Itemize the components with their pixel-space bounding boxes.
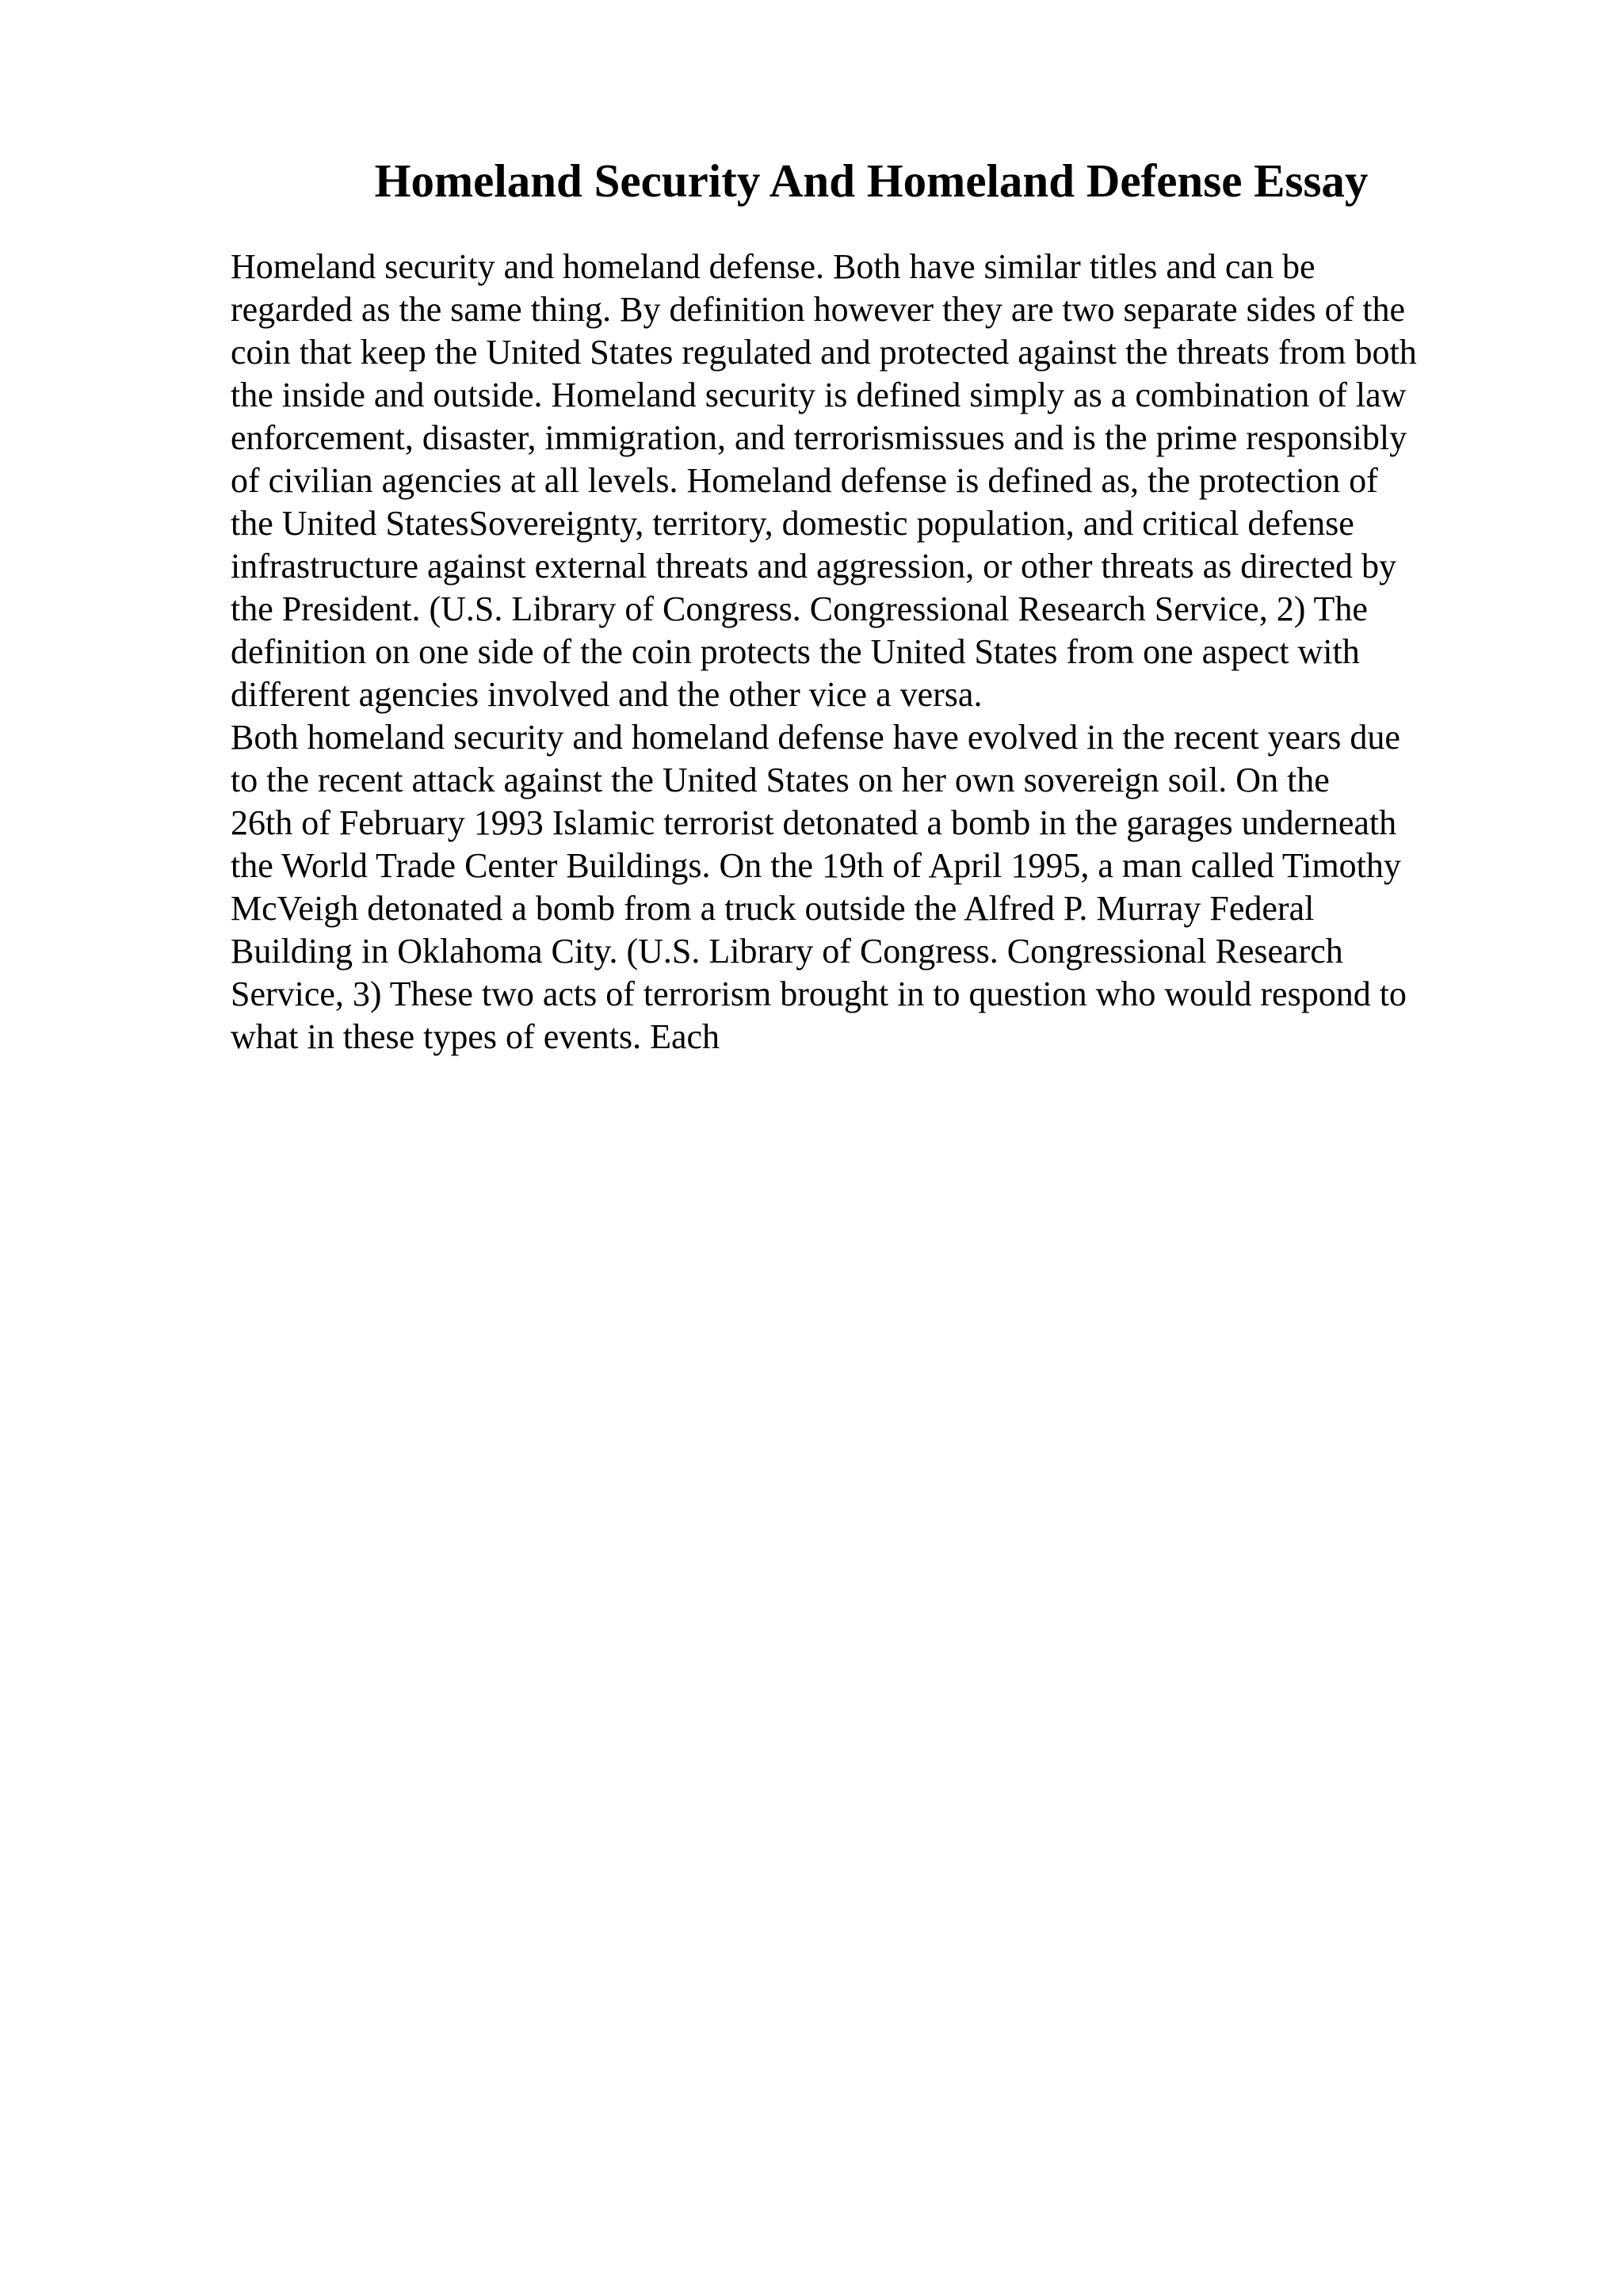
body-line: Homeland security and homeland defense. Both have similar titles and can be (231, 247, 1316, 286)
body-line: McVeigh detonated a bomb from a truck outside the Alfred P. Murray Federal (231, 889, 1315, 928)
body-line: the inside and outside. Homeland security is defined simply as a combination of law (231, 376, 1407, 414)
body-line: what in these types of events. Each (231, 1017, 720, 1056)
body-line: to the recent attack against the United States on her own sovereign soil. On the (231, 761, 1330, 799)
body-line: infrastructure against external threats and aggression, or other threats as directed by (231, 547, 1396, 585)
body-line: Building in Oklahoma City. (U.S. Library of Congress. Congressional Research (231, 932, 1343, 971)
body-line: different agencies involved and the other vice a versa. (231, 675, 983, 714)
body-line: coin that keep the United States regulated and protected against the threats from both (231, 333, 1417, 372)
body-line: regarded as the same thing. By definition however they are two separate sides of the (231, 290, 1406, 329)
body-line: of civilian agencies at all levels. Homeland defense is defined as, the protection of (231, 461, 1378, 500)
body-line: Service, 3) These two acts of terrorism brought in to question who would respond to (231, 974, 1407, 1013)
body-line: the President. (U.S. Library of Congress. Congressional Research Service, 2) The (231, 589, 1368, 628)
body-line: the World Trade Center Buildings. On the 19th of April 1995, a man called Timothy (231, 846, 1401, 885)
document-title: Homeland Security And Homeland Defense Essay (374, 154, 1369, 207)
body-line: 26th of February 1993 Islamic terrorist detonated a bomb in the garages underneath (231, 803, 1397, 842)
body-line: definition on one side of the coin protects the United States from one aspect with (231, 632, 1360, 671)
body-line: enforcement, disaster, immigration, and terrorismissues and is the prime responsibly (231, 418, 1407, 457)
body-line: the United StatesSovereignty, territory, domestic population, and critical defense (231, 504, 1354, 543)
body-line: Both homeland security and homeland defense have evolved in the recent years due (231, 718, 1400, 757)
